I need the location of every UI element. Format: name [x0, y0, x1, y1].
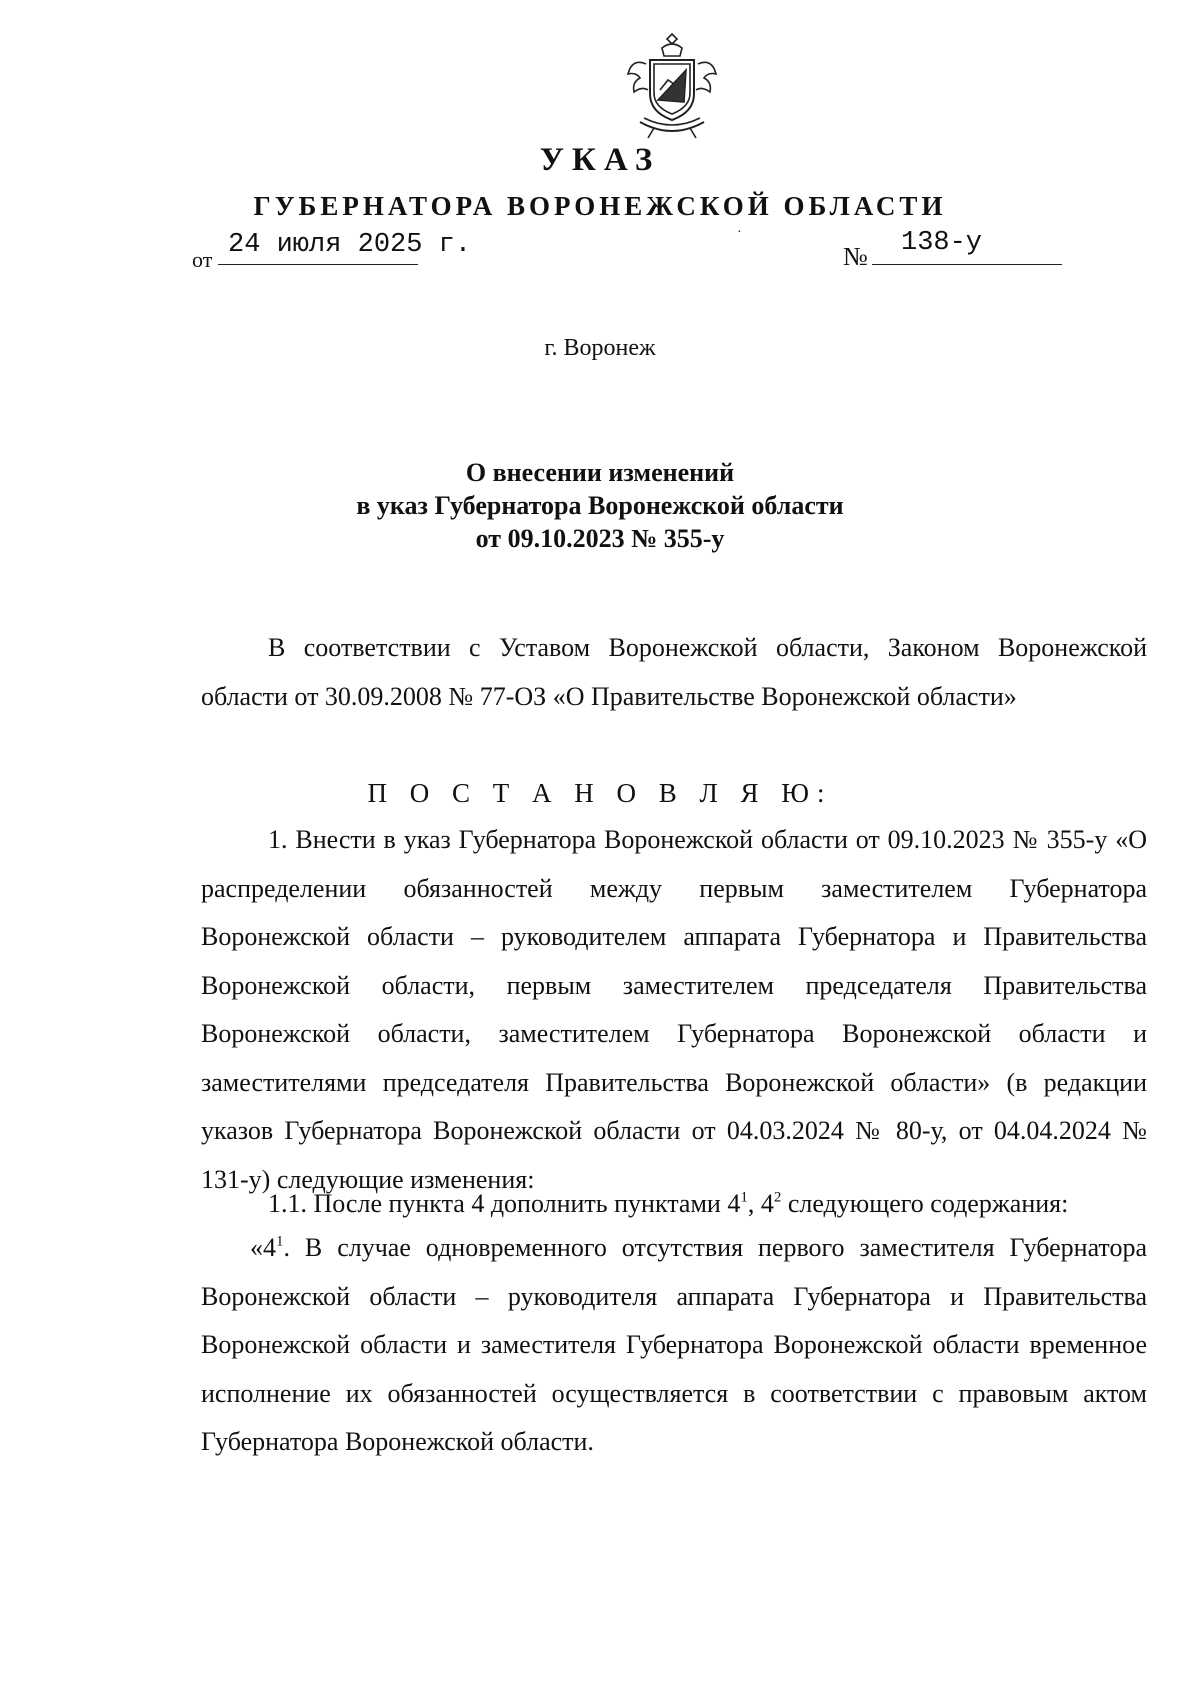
decree-date: 24 июля 2025 г.: [228, 230, 472, 260]
quote-text: . В случае одновременного отсутствия первого заместителя Губернатора Воронежской области – руководителя аппарата Губернатора и Правительства Воронежской области и заместителя Губернатора Воронежской области временное исполнение их обязанностей осуществляется в соответствии с правовым актом Губернатора Воронежской области.: [201, 1233, 1147, 1456]
subject-line-2: в указ Губернатора Воронежской области: [356, 491, 844, 520]
quote-prefix: «4: [250, 1233, 276, 1262]
speck-mark: ·: [737, 225, 742, 240]
item-1-1-paragraph: [201, 1180, 1147, 1229]
item-1-text: 1. Внести в указ Губернатора Воронежской области от 09.10.2023 № 355-у «О распределении обязанностей между первым заместителем Губернатора Воронежской области – руководителем аппарата Губернатора и Правительства Воронежской области, первым заместителем председателя Правительства Воронежской области, заместителем Губернатора Воронежской области и заместителями председателя Правительства Воронежской области» (в редакции указов Губернатора Воронежской области от 04.03.2024 № 80-у, от 04.04.2024 № 131-у) следующие изменения:: [201, 825, 1147, 1194]
decree-subject: [0, 456, 1200, 555]
quote-sup: 1: [276, 1233, 284, 1250]
date-prefix: от: [192, 247, 213, 272]
document-title: УКАЗ: [539, 142, 661, 178]
quote-paragraph: [201, 1224, 1147, 1467]
decree-number: 138-у: [901, 228, 983, 258]
item-1-1-suffix: следующего содержания:: [781, 1189, 1069, 1218]
date-underline: [218, 264, 418, 265]
preamble-text: В соответствии с Уставом Воронежской области, Законом Воронежской области от 30.09.2008 № 77-ОЗ «О Правительстве Воронежской области»: [201, 633, 1147, 711]
item-1-paragraph: [201, 816, 1147, 1204]
item-1-1-sup-1: 1: [740, 1189, 748, 1206]
item-1-1-sep: , 4: [747, 1189, 774, 1218]
item-1-1-prefix: 1.1. После пункта 4 дополнить пунктами 4: [268, 1189, 741, 1218]
city-name: г. Воронеж: [544, 335, 656, 361]
preamble-paragraph: [201, 624, 1147, 721]
document-subtitle: ГУБЕРНАТОРА ВОРОНЕЖСКОЙ ОБЛАСТИ: [253, 191, 947, 221]
number-prefix: №: [843, 242, 868, 271]
coat-of-arms-icon: [624, 30, 720, 142]
decree-resolution-word: П О С Т А Н О В Л Я Ю:: [367, 778, 833, 808]
subject-line-1: О внесении изменений: [465, 458, 735, 487]
item-1-1-sup-2: 2: [773, 1189, 782, 1206]
number-underline: [872, 264, 1062, 265]
subject-line-3: от 09.10.2023 № 355-у: [475, 524, 725, 553]
